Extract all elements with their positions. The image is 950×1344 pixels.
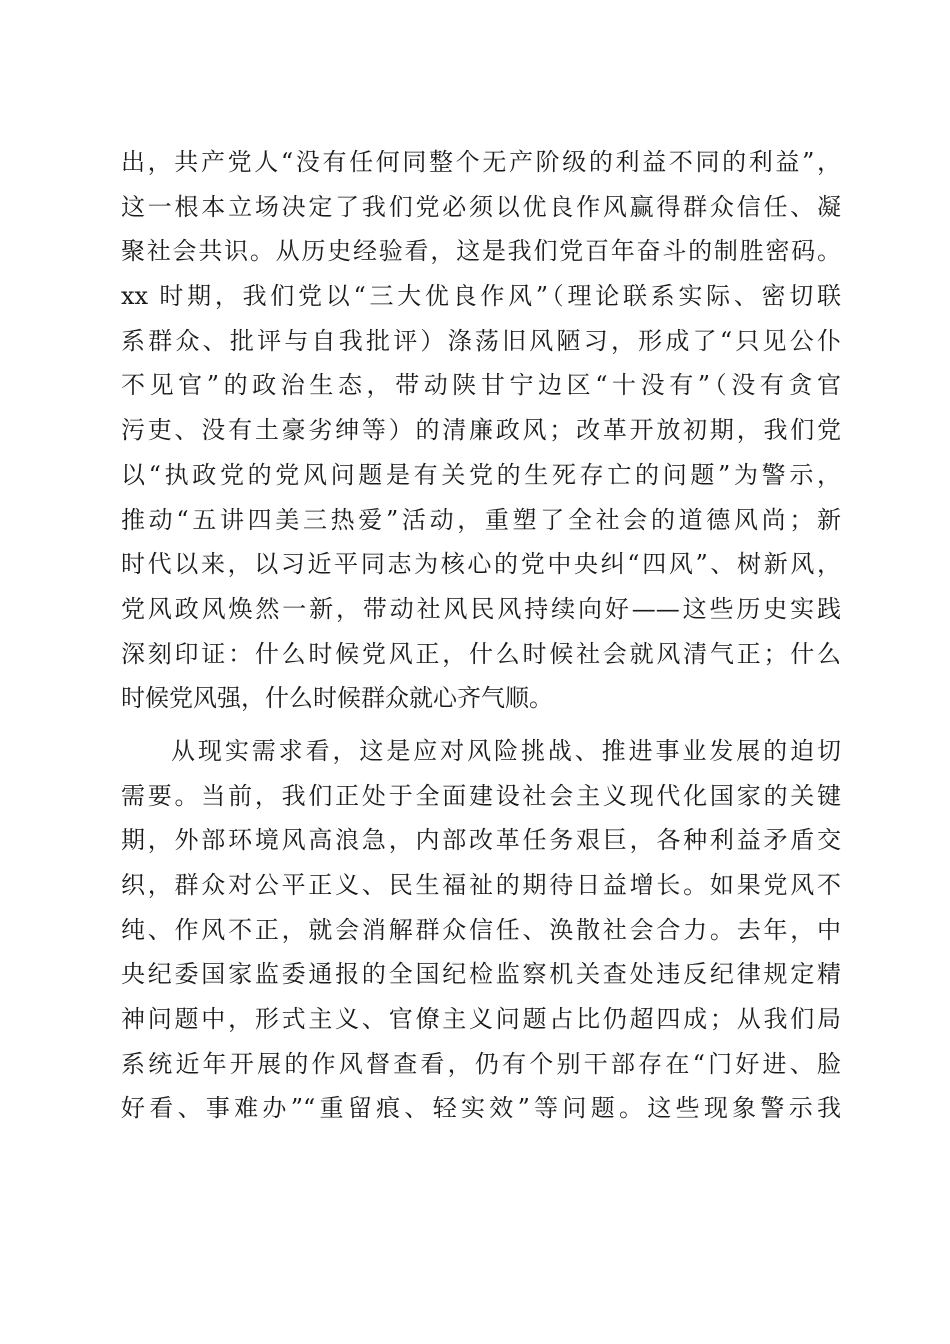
paragraph-2 bbox=[121, 729, 841, 1131]
text-line: 神问题中，形式主义、官僚主义问题占比仍超四成；从我们局 bbox=[121, 1005, 841, 1034]
text-line: 时代以来，以习近平同志为核心的党中央纠“四风”、树新风， bbox=[121, 550, 841, 579]
text-line: xx 时期，我们党以“三大优良作风”（理论联系实际、密切联 bbox=[121, 282, 841, 311]
text-line: 好看、事难办”“重留痕、轻实效”等问题。这些现象警示我 bbox=[121, 1094, 841, 1123]
text-line: 时候党风强，什么时候群众就心齐气顺。 bbox=[121, 684, 553, 713]
text-line: 聚社会共识。从历史经验看，这是我们党百年奋斗的制胜密码。 bbox=[121, 237, 841, 266]
text-line: 以“执政党的党风问题是有关党的生死存亡的问题”为警示， bbox=[121, 460, 841, 489]
paragraph-spacer bbox=[121, 721, 841, 729]
text-line: 这一根本立场决定了我们党必须以优良作风赢得群众信任、凝 bbox=[121, 192, 841, 221]
text-line: 央纪委国家监委通报的全国纪检监察机关查处违反纪律规定精 bbox=[121, 960, 841, 989]
text-line: 期，外部环境风高浪急，内部改革任务艰巨，各种利益矛盾交 bbox=[121, 826, 841, 855]
text-line: 党风政风焕然一新，带动社风民风持续向好——这些历史实践 bbox=[121, 594, 841, 623]
body-text bbox=[121, 140, 841, 1131]
text-line: 污吏、没有土豪劣绅等）的清廉政风；改革开放初期，我们党 bbox=[121, 416, 841, 445]
text-line: 系群众、批评与自我批评）涤荡旧风陋习，形成了“只见公仆 bbox=[121, 326, 841, 355]
text-line: 纯、作风不正，就会消解群众信任、涣散社会合力。去年，中 bbox=[121, 915, 841, 944]
text-line: 不见官”的政治生态，带动陕甘宁边区“十没有”（没有贪官 bbox=[121, 371, 841, 400]
text-line: 深刻印证：什么时候党风正，什么时候社会就风清气正；什么 bbox=[121, 639, 841, 668]
text-line: 织，群众对公平正义、民生福祉的期待日益增长。如果党风不 bbox=[121, 871, 841, 899]
text-line: 系统近年开展的作风督查看，仍有个别干部存在“门好进、脸 bbox=[121, 1049, 841, 1078]
text-line: 需要。当前，我们正处于全面建设社会主义现代化国家的关键 bbox=[121, 781, 841, 810]
text-line: 出，共产党人“没有任何同整个无产阶级的利益不同的利益”， bbox=[121, 148, 841, 176]
text-line: 从现实需求看，这是应对风险挑战、推进事业发展的迫切 bbox=[171, 736, 841, 765]
paragraph-1 bbox=[121, 140, 841, 721]
text-line: 推动“五讲四美三热爱”活动，重塑了全社会的道德风尚；新 bbox=[121, 505, 841, 534]
